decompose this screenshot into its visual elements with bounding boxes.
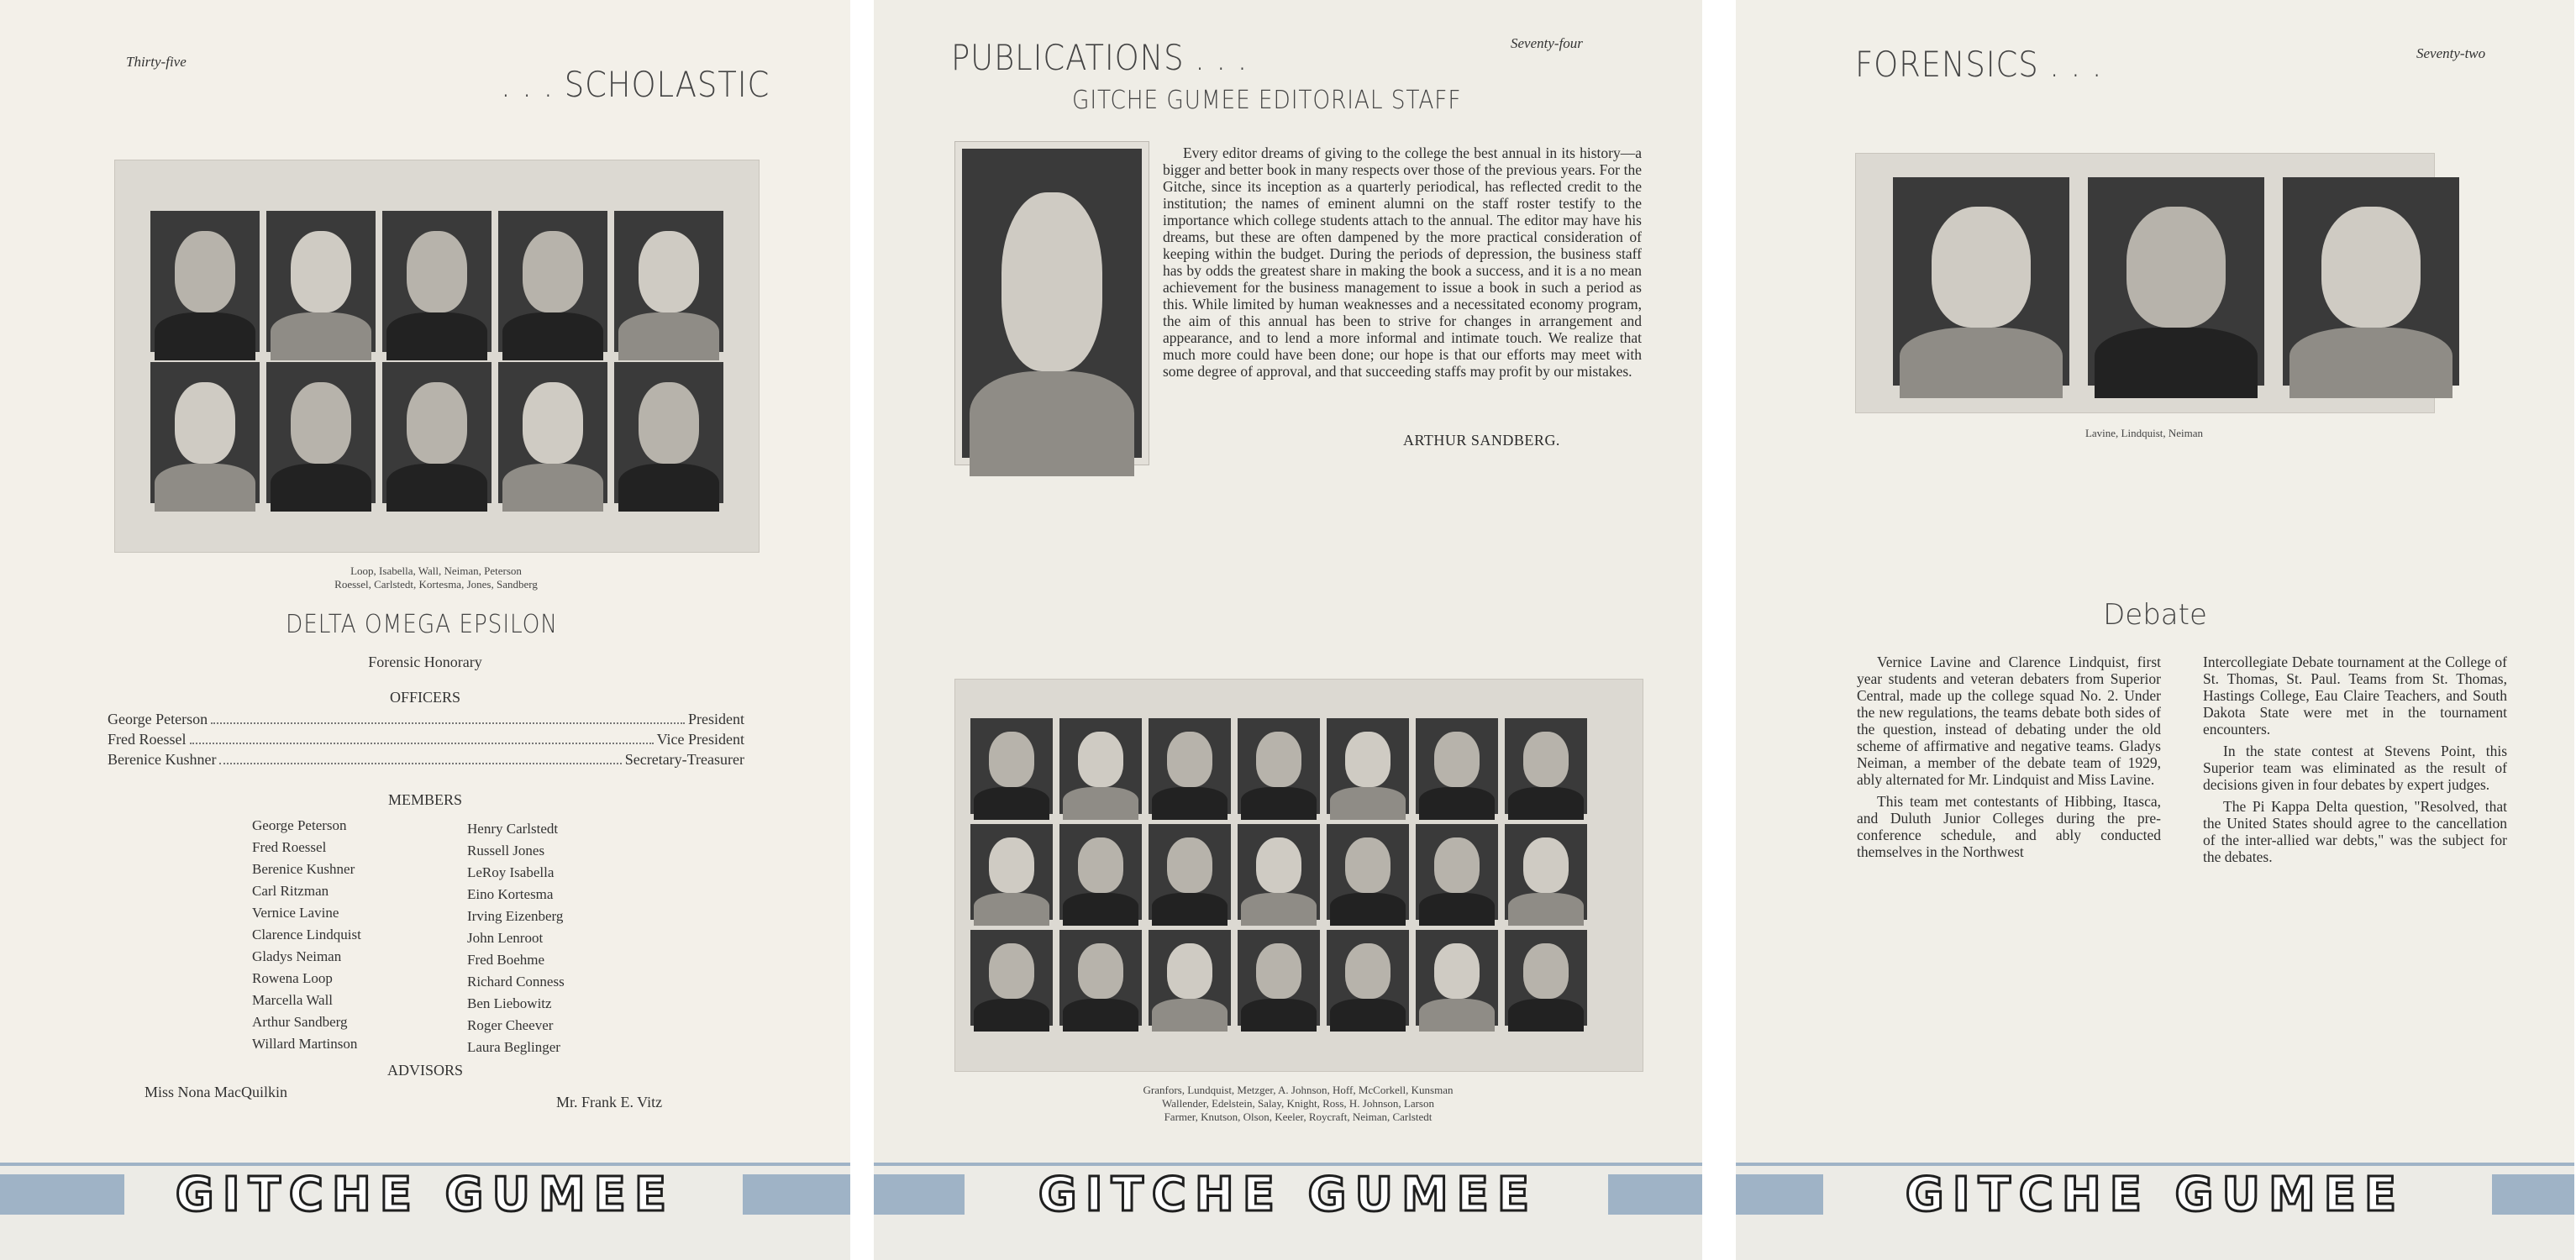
advisor-name: Miss Nona MacQuilkin xyxy=(145,1084,287,1100)
officer-row xyxy=(108,711,744,728)
staff-subtitle: GITCHE GUMEE EDITORIAL STAFF xyxy=(1072,86,1462,115)
member-name: Eino Kortesma xyxy=(467,886,554,902)
member-name: Roger Cheever xyxy=(467,1017,554,1033)
member-name: LeRoy Isabella xyxy=(467,864,555,880)
officer-role: Secretary-Treasurer xyxy=(624,751,744,768)
portrait-photo xyxy=(150,211,260,352)
portrait-photo xyxy=(150,362,260,503)
portrait-photo xyxy=(614,362,723,503)
portrait-photo xyxy=(1238,930,1320,1026)
portrait-photo xyxy=(1059,824,1142,920)
portrait-photo xyxy=(1059,930,1142,1026)
member-name: Ben Liebowitz xyxy=(467,995,552,1011)
debate-paragraph: In the state contest at Stevens Point, this Superior team was eliminated as the result of decisions given in four debates by expert judges. xyxy=(2203,743,2507,793)
member-name: Arthur Sandberg xyxy=(252,1014,348,1030)
members-heading: MEMBERS xyxy=(387,791,463,808)
society-subtitle: Forensic Honorary xyxy=(368,654,482,670)
middle-page xyxy=(874,0,1702,1260)
member-name: John Lenroot xyxy=(467,930,544,946)
officer-name: Fred Roessel xyxy=(108,731,187,748)
editor-portrait xyxy=(954,141,1149,465)
portrait-photo xyxy=(1505,718,1587,814)
staff-group-photo xyxy=(954,679,1643,1072)
portrait-photo xyxy=(266,211,376,352)
footer-wordmark: GITCHE GUMEE xyxy=(1038,1168,1538,1222)
section-title: PUBLICATIONS . . . xyxy=(951,37,1249,78)
officer-name: George Peterson xyxy=(108,711,208,727)
officer-role: President xyxy=(688,711,744,727)
member-name: George Peterson xyxy=(252,817,347,833)
section-title: . . . SCHOLASTIC xyxy=(501,64,770,105)
member-name: Vernice Lavine xyxy=(252,905,339,921)
portrait-photo xyxy=(1327,718,1409,814)
debate-photo xyxy=(1855,153,2435,413)
debate-paragraph: Vernice Lavine and Clarence Lindquist, first year students and veteran debaters from Superior Central, made up the college squad No. 2. Under the new regulations, the teams debate both sides of the question, instead of debating under the old scheme of affirmative and negative teams. Gladys Neiman, a member of the debate team of 1929, ably alternated for Mr. Lindquist and Miss Lavine. xyxy=(1857,654,2161,788)
member-name: Russell Jones xyxy=(467,843,545,858)
right-page xyxy=(1736,0,2574,1260)
portrait-photo xyxy=(1149,824,1231,920)
caption-line: Roessel, Carlstedt, Kortesma, Jones, Sandberg xyxy=(334,578,538,591)
portrait-photo xyxy=(1238,718,1320,814)
photo-caption: Lavine, Lindquist, Neiman xyxy=(2084,427,2204,439)
footer-banner xyxy=(874,1163,1702,1260)
editorial-paragraph: Every editor dreams of giving to the college the best annual in its history—a bigger and better book in many respects over those of the previous years. For the Gitche, since its inception as a quarterly periodical, has reflected credit to the institution; the names of eminent alumni on the staff roster testify to the importance which college students attach to the annual. The editor may have his dreams, but these are often dampened by the more practical consideration of keeping within the budget. During the periods of depression, the business staff has by odds the greatest share in making the book a success, and it is a no mean achievement for the business management to issue a book in such a period as this. While limited by human weaknesses and a necessitated economy program, the aim of this annual has been to strive for changes in arrangement and appearance, and to lend a more informal and intimate touch. We realize that much more could have been done; our hope is that our efforts may meet with some degree of approval, and that succeeding staffs may profit by our mistakes. xyxy=(1163,144,1642,380)
member-name: Laura Beglinger xyxy=(467,1039,560,1055)
portrait-photo xyxy=(614,211,723,352)
member-name: Irving Eizenberg xyxy=(467,908,564,924)
page-number: Thirty-five xyxy=(126,54,187,70)
member-name: Marcella Wall xyxy=(252,992,334,1008)
member-name: Rowena Loop xyxy=(252,970,333,986)
member-name: Gladys Neiman xyxy=(252,948,342,964)
members-list-left xyxy=(252,815,361,1055)
member-name: Willard Martinson xyxy=(252,1036,358,1052)
page-number: Seventy-two xyxy=(2416,45,2486,61)
member-name: Clarence Lindquist xyxy=(252,927,361,942)
portrait-photo xyxy=(1238,824,1320,920)
portrait-photo xyxy=(1416,824,1498,920)
portrait-photo xyxy=(1059,718,1142,814)
portrait-photo xyxy=(382,211,492,352)
member-name: Henry Carlstedt xyxy=(467,821,559,837)
footer-wordmark: GITCHE GUMEE xyxy=(1905,1168,2405,1222)
officer-row xyxy=(108,751,744,769)
portrait-photo xyxy=(498,211,607,352)
portrait-photo xyxy=(498,362,607,503)
left-page xyxy=(0,0,850,1260)
advisors-heading: ADVISORS xyxy=(386,1062,464,1079)
portrait-photo xyxy=(1505,930,1587,1026)
footer-wordmark: GITCHE GUMEE xyxy=(175,1168,676,1222)
debate-column-2 xyxy=(2203,654,2507,870)
members-list-right xyxy=(467,818,565,1058)
debate-column-1 xyxy=(1857,654,2161,865)
portrait-photo xyxy=(970,718,1053,814)
caption-line: Loop, Isabella, Wall, Neiman, Peterson xyxy=(350,564,522,577)
caption-line: Granfors, Lundquist, Metzger, A. Johnson, Hoff, McCorkell, Kunsman xyxy=(1143,1084,1454,1096)
portrait-photo xyxy=(1149,930,1231,1026)
portrait-photo xyxy=(266,362,376,503)
member-name: Carl Ritzman xyxy=(252,883,329,899)
advisor-name: Mr. Frank E. Vitz xyxy=(556,1094,663,1110)
portrait-photo xyxy=(1327,930,1409,1026)
member-name: Berenice Kushner xyxy=(252,861,355,877)
officer-role: Vice President xyxy=(656,731,744,748)
society-title: DELTA OMEGA EPSILON xyxy=(286,610,558,639)
portrait-photo xyxy=(970,824,1053,920)
caption-line: Farmer, Knutson, Olson, Keeler, Roycraft, Neiman, Carlstedt xyxy=(1164,1110,1433,1123)
portrait-photo xyxy=(970,930,1053,1026)
officers-heading: OFFICERS xyxy=(389,689,461,706)
member-name: Fred Roessel xyxy=(252,839,327,855)
portrait-photo xyxy=(382,362,492,503)
officer-row xyxy=(108,731,744,748)
debate-paragraph: This team met contestants of Hibbing, Itasca, and Duluth Junior Colleges during the pre-conference schedule, and ably conducted themselves in the Northwest xyxy=(1857,793,2161,860)
editorial-signature: ARTHUR SANDBERG. xyxy=(1403,432,1560,449)
member-name: Richard Conness xyxy=(467,974,565,990)
portrait-photo xyxy=(1327,824,1409,920)
debate-paragraph: The Pi Kappa Delta question, "Resolved, that the United States should agree to the cancellation of the inter-allied war debts," was the subject for the debates. xyxy=(2203,798,2507,865)
photo-caption xyxy=(114,564,758,591)
officer-name: Berenice Kushner xyxy=(108,751,217,768)
portrait-photo xyxy=(1416,930,1498,1026)
caption-line: Wallender, Edelstein, Salay, Knight, Ross, H. Johnson, Larson xyxy=(1162,1097,1434,1110)
page-number: Seventy-four xyxy=(1511,35,1583,51)
portrait-photo xyxy=(1149,718,1231,814)
portrait-photo xyxy=(1416,718,1498,814)
debate-paragraph: Intercollegiate Debate tournament at the College of St. Thomas, St. Paul. Teams from St. Thomas, Hastings College, Eau Claire Teachers, and South Dakota State were met in the tournament encounters. xyxy=(2203,654,2507,738)
editorial-text xyxy=(1163,144,1642,385)
debate-title: Debate xyxy=(2103,598,2207,632)
staff-photo-caption xyxy=(954,1084,1642,1124)
footer-banner xyxy=(1736,1163,2574,1260)
section-title: FORENSICS . . . xyxy=(1855,44,2103,85)
portrait-photo xyxy=(1505,824,1587,920)
group-photo xyxy=(114,160,760,553)
footer-banner xyxy=(0,1163,850,1260)
member-name: Fred Boehme xyxy=(467,952,545,968)
